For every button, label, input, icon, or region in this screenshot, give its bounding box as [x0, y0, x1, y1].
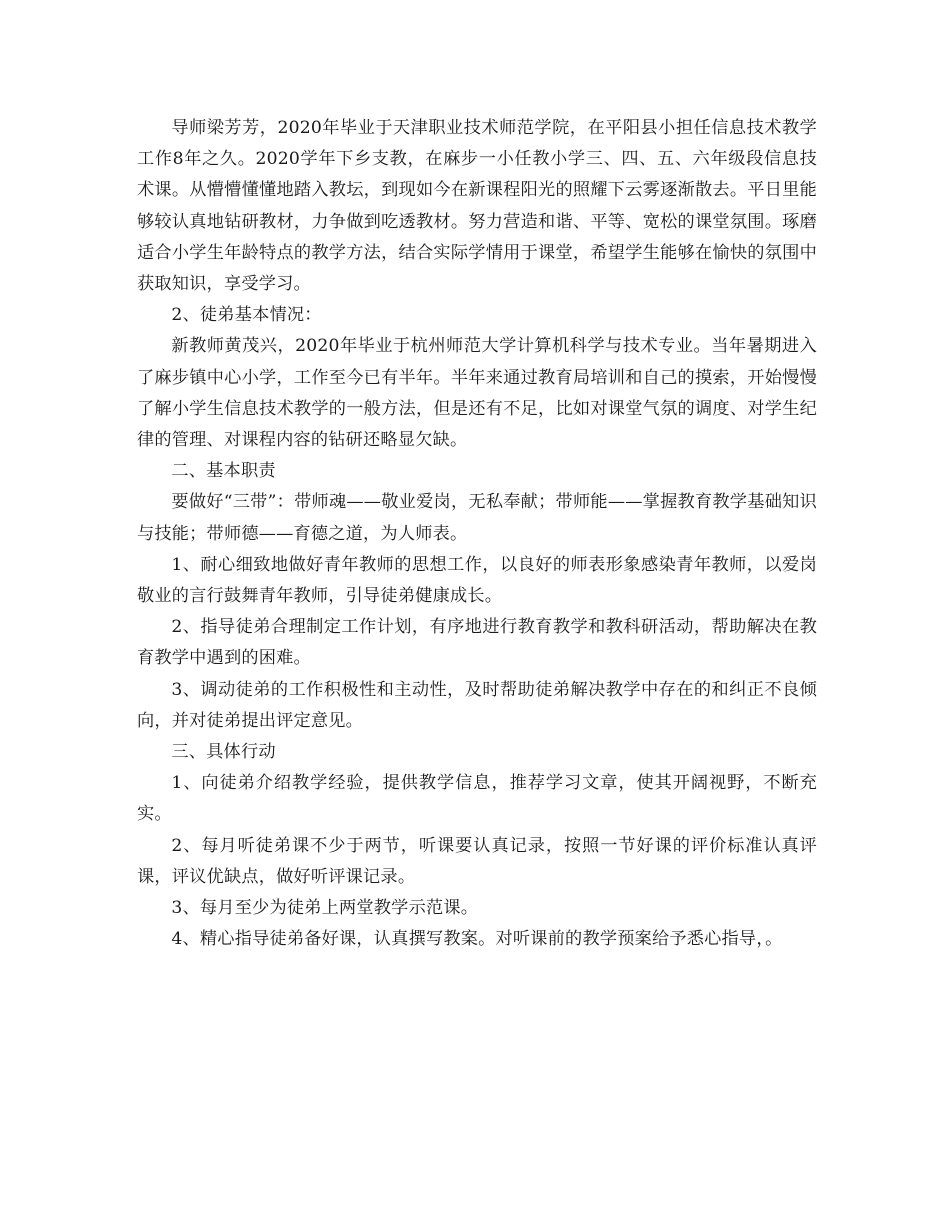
paragraph-duty-2: 2、指导徒弟合理制定工作计划，有序地进行教育教学和教科研活动，帮助解决在教育教学中遇到的困难。 — [137, 617, 817, 669]
paragraph-mentor-intro: 导师梁芳芳，2020年毕业于天津职业技术师范学院，在平阳县小担任信息技术教学工作8年之久。2020学年下乡支教，在麻步一小任教小学三、四、五、六年级段信息技术课。从懵懵懂懂地踏入教坛，到现如今在新课程阳光的照耀下云雾逐渐散去。平日里能够较认真地钻研教材，力争做到吃透教材。努力营造和谐、平等、宽松的课堂氛围。琢磨适合小学生年龄特点的教学方法，结合实际学情用于课堂，希望学生能够在愉快的氛围中获取知识，享受学习。 — [137, 118, 817, 295]
paragraph-duty-3: 3、调动徒弟的工作积极性和主动性，及时帮助徒弟解决教学中存在的和纠正不良倾向，并对徒弟提出评定意见。 — [137, 679, 817, 731]
heading-basic-duties: 二、基本职责 — [171, 461, 276, 482]
heading-apprentice-info: 2、徒弟基本情况： — [171, 305, 322, 326]
paragraph-apprentice-intro: 新教师黄茂兴，2020年毕业于杭州师范大学计算机科学与技术专业。当年暑期进入了麻步镇中心小学，工作至今已有半年。半年来通过教育局培训和自己的摸索，开始慢慢了解小学生信息技术教学的一般方法，但是还有不足，比如对课堂气氛的调度、对学生纪律的管理、对课程内容的钻研还略显欠缺。 — [137, 336, 817, 451]
paragraph-action-1: 1、向徒弟介绍教学经验，提供教学信息，推荐学习文章，使其开阔视野，不断充实。 — [137, 773, 817, 825]
paragraph-action-3: 3、每月至少为徒弟上两堂教学示范课。 — [171, 898, 479, 919]
paragraph-action-2: 2、每月听徒弟课不少于两节，听课要认真记录，按照一节好课的评价标准认真评课，评议优缺点，做好听评课记录。 — [137, 835, 817, 887]
paragraph-action-4: 4、精心指导徒弟备好课，认真撰写教案。对听课前的教学预案给予悉心指导，。 — [171, 929, 783, 950]
paragraph-duty-1: 1、耐心细致地做好青年教师的思想工作，以良好的师表形象感染青年教师，以爱岗敬业的言行鼓舞青年教师，引导徒弟健康成长。 — [137, 554, 817, 607]
heading-specific-actions: 三、具体行动 — [171, 742, 276, 763]
paragraph-three-guides: 要做好“三带”：带师魂——敬业爱岗，无私奉献；带师能——掌握教育教学基础知识与技能；带师德——育德之道，为人师表。 — [137, 492, 817, 544]
document-body — [137, 113, 817, 955]
